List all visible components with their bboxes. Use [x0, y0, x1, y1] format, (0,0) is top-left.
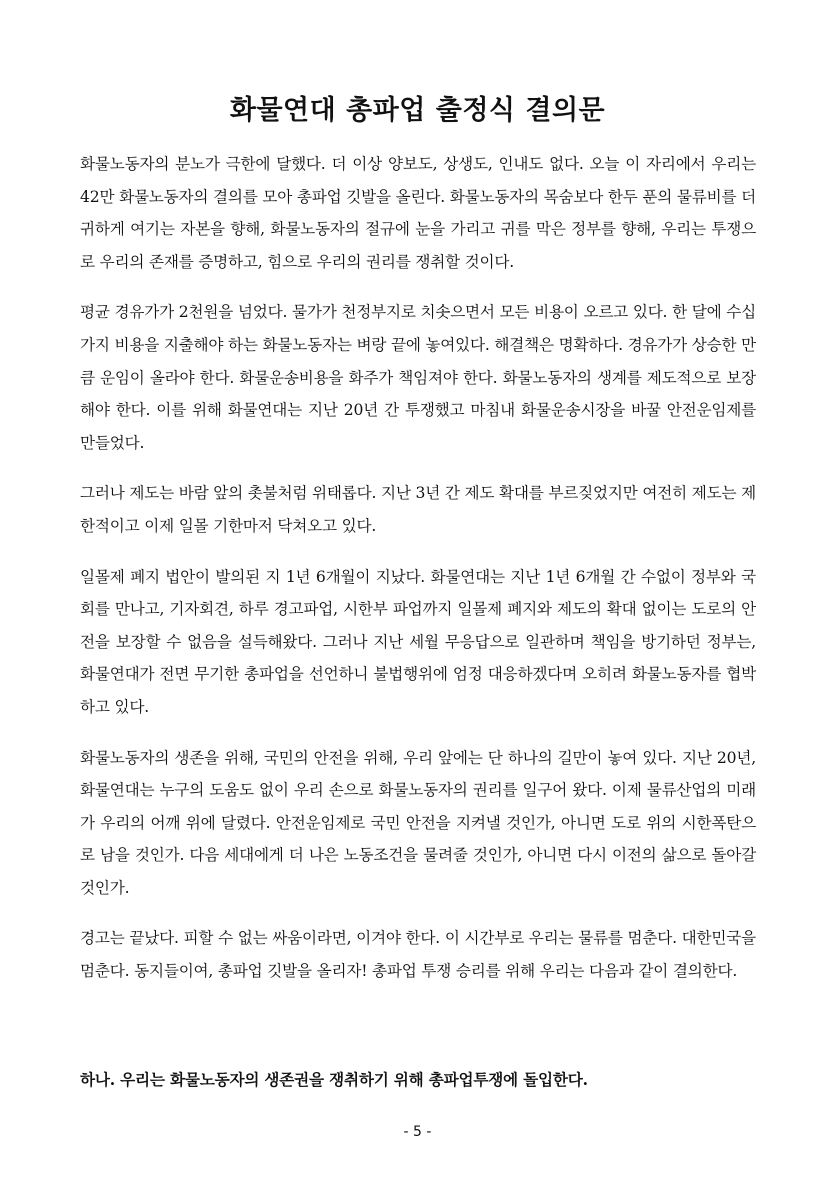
paragraph-4: 일몰제 폐지 법안이 발의된 지 1년 6개월이 지났다. 화물연대는 지난 1년 6개월 간 수없이 정부와 국회를 만나고, 기자회견, 하루 경고파업, 시한부 파업까지 일몰제 폐지와 제도의 확대 없이는 도로의 안전을 보장할 수 없음을 설득해왔다. 그러나 지난 세월 무응답으로 일관하며 책임을 방기하던 정부는, 화물연대가 전면 무기한 총파업을 선언하니 불법행위에 엄정 대응하겠다며 오히려 화물노동자를 협박하고 있다.	[80, 567, 756, 716]
document-body	[80, 148, 756, 1006]
resolution-statement: 하나. 우리는 화물노동자의 생존권을 쟁취하기 위해 총파업투쟁에 돌입한다.	[80, 1070, 588, 1089]
paragraph-5: 화물노동자의 생존을 위해, 국민의 안전을 위해, 우리 앞에는 단 하나의 길만이 놓여 있다. 지난 20년, 화물연대는 누구의 도움도 없이 우리 손으로 화물노동자의 권리를 일구어 왔다. 이제 물류산업의 미래가 우리의 어깨 위에 달렸다. 안전운임제로 국민 안전을 지켜낼 것인가, 아니면 도로 위의 시한폭탄으로 남을 것인가. 다음 세대에게 더 나은 노동조건을 물려줄 것인가, 아니면 다시 이전의 삶으로 돌아갈 것인가.	[80, 748, 756, 897]
document-title: 화물연대 총파업 출정식 결의문	[229, 95, 606, 126]
page-number: - 5 -	[403, 1124, 432, 1140]
paragraph-3: 그러나 제도는 바람 앞의 촛불처럼 위태롭다. 지난 3년 간 제도 확대를 부르짖었지만 여전히 제도는 제한적이고 이제 일몰 기한마저 닥쳐오고 있다.	[80, 484, 756, 535]
paragraph-6: 경고는 끝났다. 피할 수 없는 싸움이라면, 이겨야 한다. 이 시간부로 우리는 물류를 멈춘다. 대한민국을 멈춘다. 동지들이여, 총파업 깃발을 올리자! 총파업 투쟁 승리를 위해 우리는 다음과 같이 결의한다.	[80, 929, 756, 981]
paragraph-2: 평균 경유가가 2천원을 넘었다. 물가가 천정부지로 치솟으면서 모든 비용이 오르고 있다. 한 달에 수십 가지 비용을 지출해야 하는 화물노동자는 벼랑 끝에 놓여있다. 해결책은 명확하다. 경유가가 상승한 만큼 운임이 올라야 한다. 화물운송비용을 화주가 책임져야 한다. 화물노동자의 생계를 제도적으로 보장해야 한다. 이를 위해 화물연대는 지난 20년 간 투쟁했고 마침내 화물운송시장을 바꿀 안전운임제를 만들었다.	[80, 303, 757, 452]
paragraph-1: 화물노동자의 분노가 극한에 달했다. 더 이상 양보도, 상생도, 인내도 없다. 오늘 이 자리에서 우리는 42만 화물노동자의 결의를 모아 총파업 깃발을 올린다. 화물노동자의 목숨보다 한두 푼의 물류비를 더 귀하게 여기는 자본을 향해, 화물노동자의 절규에 눈을 가리고 귀를 막은 정부를 향해, 우리는 투쟁으로 우리의 존재를 증명하고, 힘으로 우리의 권리를 쟁취할 것이다.	[80, 155, 756, 271]
